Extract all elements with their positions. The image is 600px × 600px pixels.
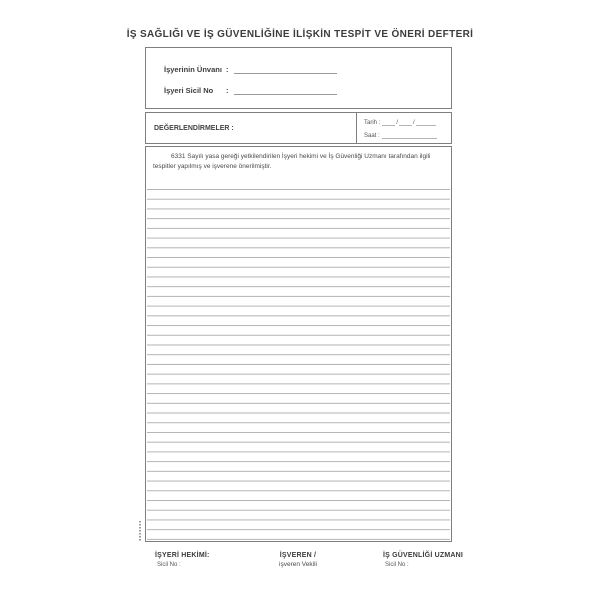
specialist-registry-label: Sicil No : [385,562,409,568]
ruled-writing-area [147,186,450,540]
signature-block-physician [155,552,210,568]
signature-block-employer [246,552,350,568]
datetime-cell [356,113,451,143]
evaluations-label: DEĞERLENDİRMELER : [154,124,234,132]
time-label: Saat : [364,133,380,139]
time-field [364,130,447,139]
vertical-printer-mark [139,521,141,542]
date-year-blank-line [416,120,436,126]
workplace-title-blank-line [234,66,337,74]
legal-statement: 6331 Sayılı yasa gereği yetkilendirilen İşyeri hekimi ve İş Güvenliği Uzmanı tarafından ilgili tespitler yapılmış ve işverene önerilmiştir. [153,153,431,170]
workplace-registry-label: İşyeri Sicil No [164,86,214,95]
workplace-registry-blank-line [234,87,337,95]
signature-block-specialist [383,552,463,568]
date-month-blank-line [399,120,412,126]
date-slash: / [396,120,399,126]
date-label: Tarih : [364,120,381,126]
physician-registry-label: Sicil No : [157,562,181,568]
workplace-title-colon: : [226,65,229,74]
date-field [364,117,447,126]
workplace-title-field [164,64,337,74]
date-slash: / [413,120,415,126]
employer-title: İŞVEREN / [279,552,317,559]
time-blank-line [382,133,437,139]
employer-deputy-label: işveren Vekili [279,561,317,568]
findings-box [145,146,452,542]
specialist-title: İŞ GÜVENLİĞİ UZMANI [383,552,464,559]
workplace-title-label: İşyerinin Ünvanı [164,65,222,74]
workplace-registry-field [164,85,337,95]
date-day-blank-line [382,120,395,126]
physician-title: İŞYERİ HEKİMİ: [155,552,210,559]
workplace-info-box [145,47,452,109]
evaluations-box [145,112,452,144]
workplace-registry-colon: : [226,86,229,95]
page-title: İŞ SAĞLIĞI VE İŞ GÜVENLİĞİNE İLİŞKİN TESPİT VE ÖNERİ DEFTERİ [126,29,474,40]
